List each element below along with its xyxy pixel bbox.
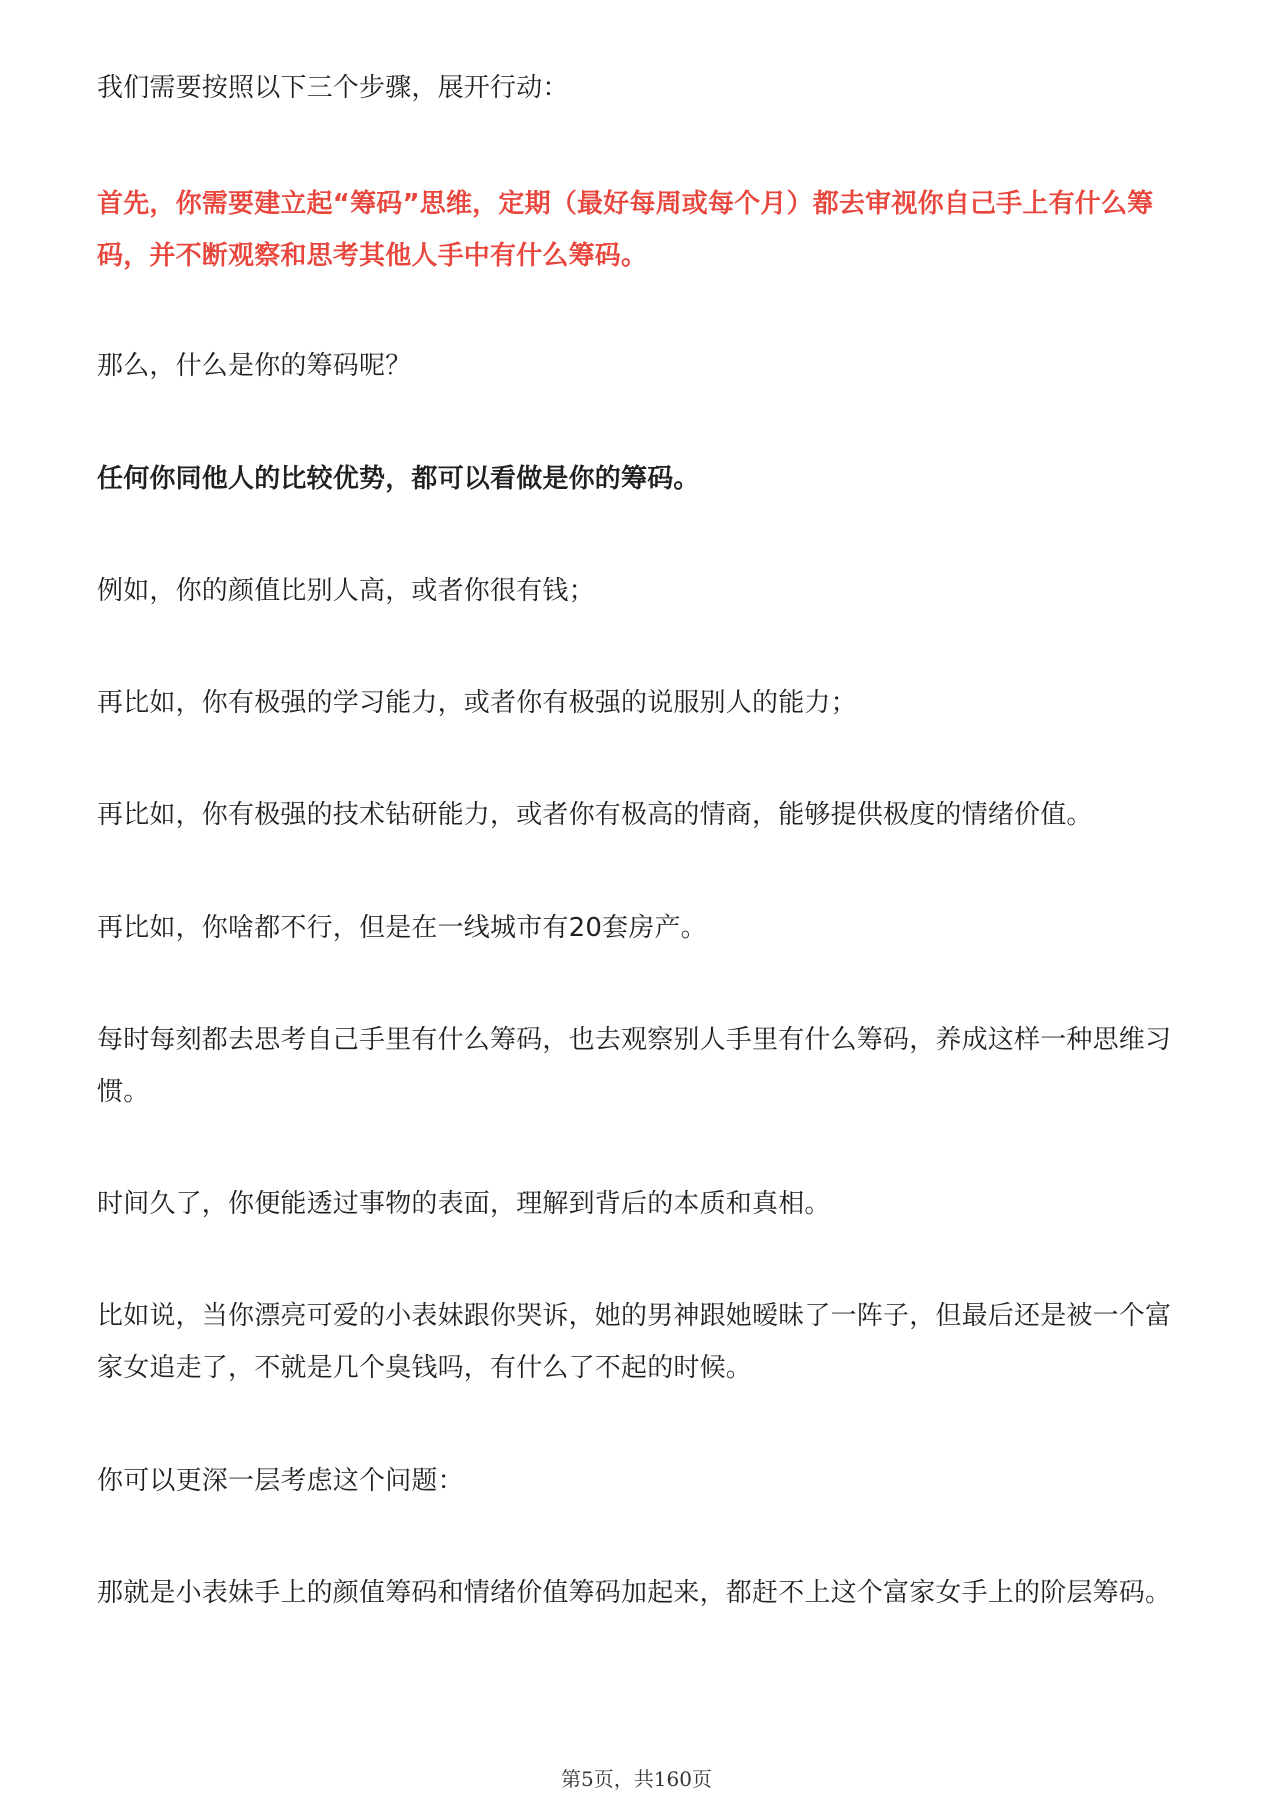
paragraph-story: 比如说，当你漂亮可爱的小表妹跟你哭诉，她的男神跟她暧昧了一阵子，但最后还是被一个富家女追走了，不就是几个臭钱吗，有什么了不起的时候。 (97, 1301, 1172, 1383)
paragraph-step-one-highlight: 首先，你需要建立起“筹码”思维，定期（最好每周或每个月）都去审视你自己手上有什么筹码，并不断观察和思考其他人手中有什么筹码。 (97, 189, 1154, 271)
paragraph-example-3: 再比如，你有极强的技术钻研能力，或者你有极高的情商，能够提供极度的情绪价值。 (97, 800, 1093, 830)
paragraph-intro: 我们需要按照以下三个步骤，展开行动： (97, 73, 569, 103)
page-number-footer: 第5页，共160页 (561, 1767, 712, 1791)
paragraph-definition-bold: 任何你同他人的比较优势，都可以看做是你的筹码。 (97, 464, 700, 494)
paragraph-habit: 每时每刻都去思考自己手里有什么筹码，也去观察别人手里有什么筹码，养成这样一种思维习惯。 (97, 1025, 1172, 1107)
paragraph-example-4: 再比如，你啥都不行，但是在一线城市有20套房产。 (97, 913, 707, 943)
paragraph-example-1: 例如，你的颜值比别人高，或者你很有钱； (97, 576, 595, 606)
paragraph-deeper: 你可以更深一层考虑这个问题： (97, 1466, 464, 1496)
paragraph-insight: 时间久了，你便能透过事物的表面，理解到背后的本质和真相。 (97, 1189, 831, 1219)
paragraph-question: 那么，什么是你的筹码呢？ (97, 351, 412, 381)
paragraph-example-2: 再比如，你有极强的学习能力，或者你有极强的说服别人的能力； (97, 688, 857, 718)
paragraph-conclusion: 那就是小表妹手上的颜值筹码和情绪价值筹码加起来，都赶不上这个富家女手上的阶层筹码。 (97, 1578, 1172, 1608)
